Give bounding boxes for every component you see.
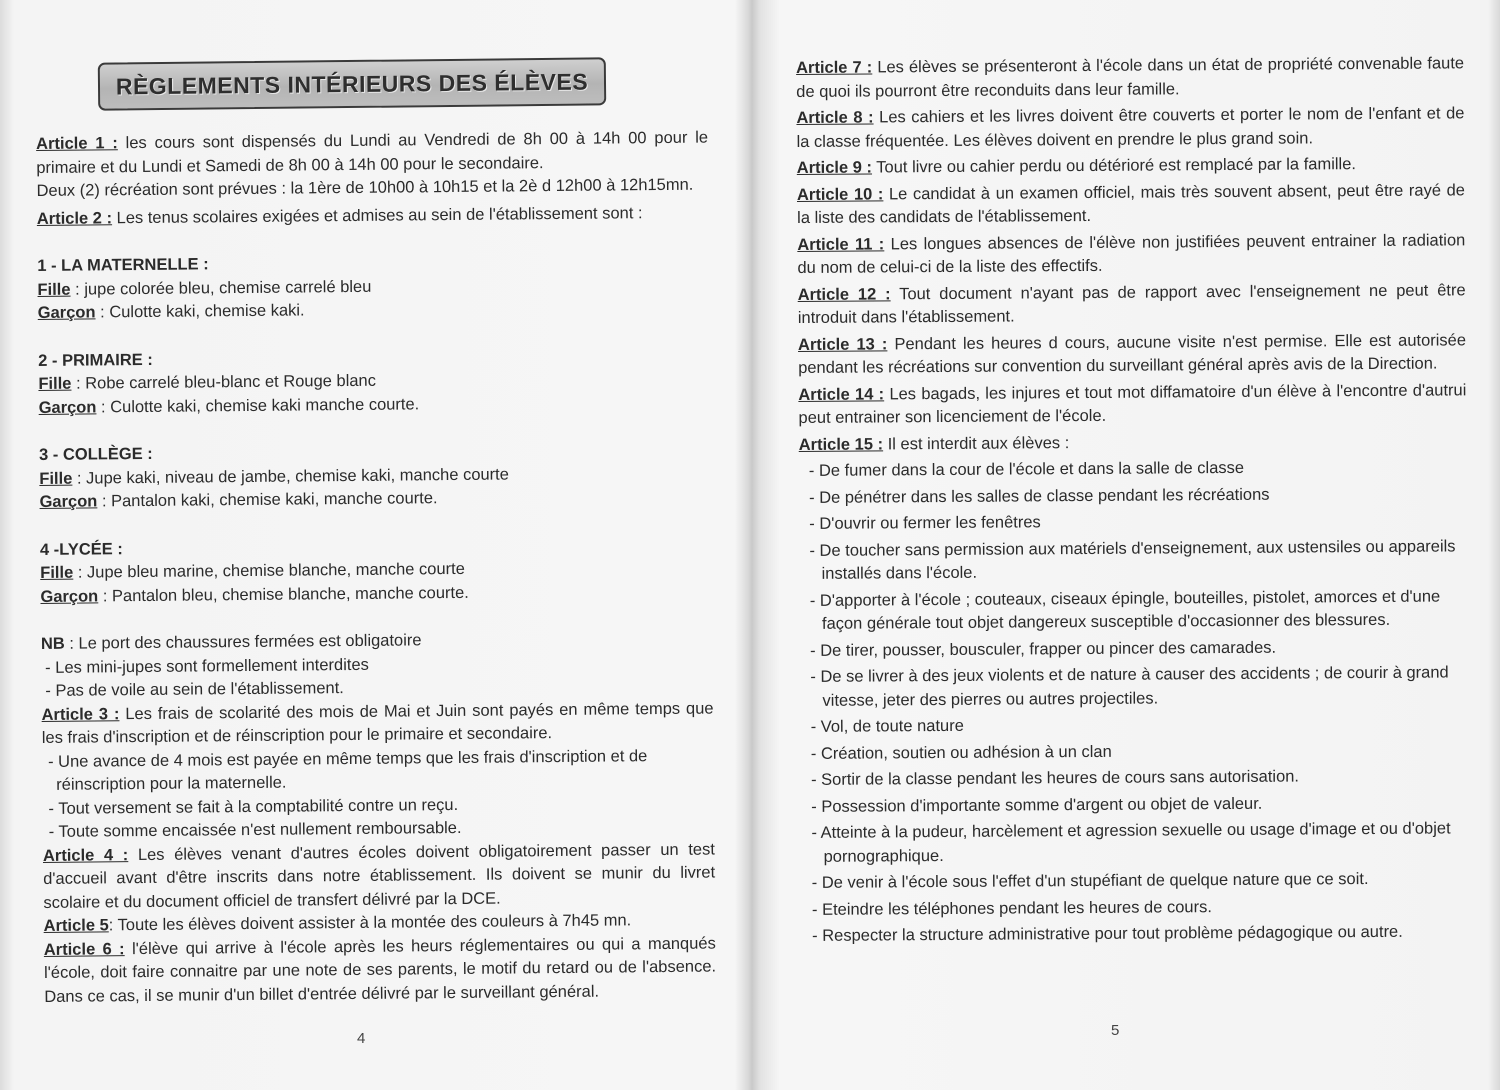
- list-item: - De pénétrer dans les salles de classe pendant les récréations: [809, 485, 1270, 507]
- article-label: Article 4 :: [42, 845, 129, 865]
- article-3-item: - Toute somme encaissée n'est nullement remboursable.: [48, 818, 462, 841]
- article-13: Article 13 : Pendant les heures d cours, aucune visite n'est permise. Elle est autorisée pendant les récréations sur convention du surveillant général après avis de la Direction.: [797, 330, 1467, 377]
- article-15: Article 15 : Il est interdit aux élèves :: [798, 433, 1070, 454]
- list-item: - Respecter la structure administrative pour tout problème pédagogique ou autre.: [812, 922, 1403, 945]
- section-heading: 4 -LYCÉE :: [39, 539, 123, 559]
- article-10: Article 10 : Le candidat à un examen officiel, mais très souvent absent, peut être rayé de la liste des candidats de l'établissement.: [796, 180, 1466, 227]
- article-3-item: - Tout versement se fait à la comptabilité contre un reçu.: [48, 795, 459, 818]
- section-heading: 1 - LA MATERNELLE :: [37, 255, 209, 275]
- list-item: - De fumer dans la cour de l'école et dans la salle de classe: [808, 458, 1245, 480]
- uniform-garcon: Garçon : Pantalon kaki, chemise kaki, manche courte.: [39, 489, 438, 511]
- uniform-fille: Fille : Jupe kaki, niveau de jambe, chemise kaki, manche courte: [39, 464, 509, 488]
- nb-item: - Pas de voile au sein de l'établissement.: [45, 679, 344, 700]
- section-heading: 3 - COLLÈGE :: [39, 444, 153, 464]
- right-column: [796, 52, 1470, 948]
- article-6: [44, 932, 717, 1009]
- article-3: [41, 697, 713, 750]
- article-7: Article 7 : Les élèves se présenteront à l'école dans un état de propriété convenable faute de quoi ils pourront être reconduits dans leur famille.: [796, 54, 1465, 101]
- prohibition-list: [799, 455, 1470, 948]
- list-item: - Possession d'importante somme d'argent ou objet de valeur.: [811, 794, 1263, 816]
- list-item: - De toucher sans permission aux matériels d'enseignement, aux ustensiles ou appareils installés dans l'école.: [809, 536, 1456, 583]
- article-8: Article 8 : Les cahiers et les livres doivent être couverts et porter le nom de l'enfant et de la classe fréquentée. Les élèves doivent en prendre le plus grand soin.: [796, 104, 1465, 151]
- section-college: [39, 438, 712, 515]
- article-label: Article 3 :: [41, 704, 120, 724]
- nb-text: : Le port des chaussures fermées est obligatoire: [69, 631, 422, 653]
- article-text: Les frais de scolarité des mois de Mai et Juin sont payés en même temps que les frais d'inscription et de réinscription pour le primaire et secondaire.: [41, 699, 714, 747]
- left-column: [36, 127, 716, 1009]
- article-14: Article 14 : Les bagads, les injures et tout mot diffamatoire d'un élève à l'encontre d'autrui peut entrainer son licenciement de l'école.: [798, 380, 1467, 427]
- page-title: RÈGLEMENTS INTÉRIEURS DES ÉLÈVES: [115, 68, 589, 99]
- article-text: Les tenus scolaires exigées et admises au sein de l'établissement sont :: [116, 203, 643, 227]
- article-2: [37, 201, 709, 231]
- article-12: Article 12 : Tout document n'ayant pas de rapport avec l'enseignement ne peut être introduit dans l'établissement.: [797, 280, 1466, 327]
- section-lycee: [40, 532, 713, 609]
- uniform-fille: Fille : Robe carrelé bleu-blanc et Rouge blanc: [38, 371, 377, 393]
- list-item: - D'apporter à l'école ; couteaux, ciseaux épingle, bouteilles, pistolet, amorces et d'une façon générale tout objet dangereux susceptible d'occasionner des blessures.: [809, 587, 1441, 633]
- nb-label: NB: [40, 634, 65, 653]
- list-item: - Vol, de toute nature: [810, 716, 964, 736]
- list-item: - Eteindre les téléphones pendant les heures de cours.: [811, 897, 1212, 919]
- article-text: Les élèves venant d'autres écoles doivent obligatoirement passer un test d'accueil avant d'être inscrits dans notre établissement. Ils doivent se munir du livret scolaire et du document officiel de transfert délivré par la DCE.: [43, 840, 716, 912]
- article-label: Article 6 :: [43, 939, 125, 959]
- article-3-item: - Une avance de 4 mois est payée en même temps que les frais d'inscription et de réinscription pour la maternelle.: [47, 746, 648, 794]
- title-banner: [98, 57, 606, 110]
- article-text: : Toute les élèves doivent assister à la montée des couleurs à 7h45 mn.: [108, 911, 632, 935]
- uniform-fille: Fille : jupe colorée bleu, chemise carrelé bleu: [37, 277, 372, 299]
- article-text: les cours sont dispensés du Lundi au Vendredi de 8h 00 à 14h 00 pour le primaire et du Lundi et Samedi de 8h 00 à 14h 00 pour le secondaire.: [36, 128, 709, 177]
- list-item: - De venir à l'école sous l'effet d'un stupéfiant de quelque nature que ce soit.: [811, 870, 1369, 892]
- article-label: Article 5: [43, 916, 109, 935]
- list-item: - Sortir de la classe pendant les heures de cours sans autorisation.: [810, 767, 1300, 789]
- article-9: Article 9 : Tout livre ou cahier perdu ou détérioré est remplacé par la famille.: [796, 155, 1356, 177]
- uniform-fille: Fille : Jupe bleu marine, chemise blanche, manche courte: [40, 559, 465, 582]
- list-item: - De tirer, pousser, bousculer, frapper ou pincer des camarades.: [810, 638, 1277, 660]
- article-text: l'élève qui arrive à l'école après les heurs réglementaires ou qui a manqués l'école, doit faire connaitre par une note de ses parents, le motif du retard ou de l'absence. Dans ce cas, il se munir d'un billet d'entrée délivré par le surveillant général.: [43, 934, 717, 1006]
- uniform-garcon: Garçon : Pantalon bleu, chemise blanche, manche courte.: [40, 583, 469, 606]
- list-item: - Atteinte à la pudeur, harcèlement et agression sexuelle ou usage d'image et ou d'objet pornographique.: [811, 819, 1451, 866]
- section-maternelle: [37, 249, 710, 326]
- page-number: 4: [357, 1030, 366, 1047]
- recreation-text: Deux (2) récréation sont prévues : la 1ère de 10h00 à 10h15 et la 2è d 12h00 à 12h15mn.: [36, 175, 694, 200]
- page-number: 5: [1111, 1022, 1120, 1039]
- list-item: - De se livrer à des jeux violents et de nature à causer des accidents ; de courir à grand vitesse, jeter des pierres ou autres projectiles.: [810, 663, 1449, 710]
- page-right: [752, 0, 1500, 1090]
- uniform-garcon: Garçon : Culotte kaki, chemise kaki.: [37, 301, 305, 322]
- list-item: - Création, soutien ou adhésion à un clan: [810, 742, 1112, 763]
- uniform-garcon: Garçon : Culotte kaki, chemise kaki manche courte.: [38, 394, 420, 417]
- section-primaire: [38, 343, 711, 420]
- article-1: [36, 127, 708, 180]
- article-label: Article 2 :: [36, 208, 113, 228]
- article-label: Article 1 :: [36, 134, 118, 153]
- article-11: Article 11 : Les longues absences de l'élève non justifiées peuvent entrainer la radiation du nom de celui-ci de la liste des effectifs.: [797, 230, 1466, 277]
- article-4: [43, 838, 716, 915]
- section-heading: 2 - PRIMAIRE :: [38, 350, 153, 370]
- nb-item: - Les mini-jupes sont formellement interdites: [45, 655, 369, 677]
- list-item: - D'ouvrir ou fermer les fenêtres: [809, 513, 1041, 533]
